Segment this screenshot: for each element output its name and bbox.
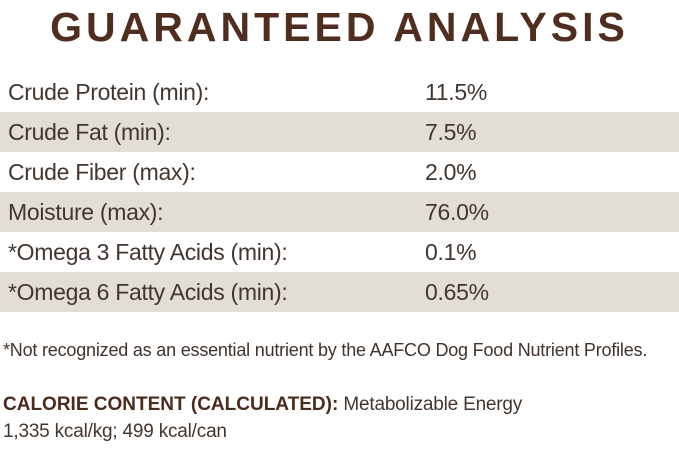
nutrient-value: 0.65% — [425, 278, 489, 305]
analysis-row — [0, 72, 679, 112]
calorie-content-line — [0, 392, 679, 418]
nutrient-value: 7.5% — [425, 118, 477, 145]
nutrient-label: Crude Protein (min): — [8, 78, 210, 105]
nutrient-label: *Omega 6 Fatty Acids (min): — [8, 278, 288, 305]
nutrient-label: Crude Fiber (max): — [8, 158, 196, 185]
nutrient-value: 0.1% — [425, 238, 477, 265]
calorie-content-description: Metabolizable Energy — [343, 394, 523, 415]
calorie-content-heading: CALORIE CONTENT (CALCULATED): — [3, 394, 339, 415]
analysis-table — [0, 72, 679, 312]
calorie-content-values: 1,335 kcal/kg; 499 kcal/can — [3, 421, 227, 442]
nutrient-label: Crude Fat (min): — [8, 118, 171, 145]
nutrient-value: 76.0% — [425, 198, 489, 225]
nutrient-label: Moisture (max): — [8, 198, 164, 225]
analysis-row — [0, 272, 679, 312]
nutrient-value: 2.0% — [425, 158, 477, 185]
analysis-row — [0, 152, 679, 192]
page-title: GUARANTEED ANALYSIS — [50, 4, 629, 50]
footnote: *Not recognized as an essential nutrient by the AAFCO Dog Food Nutrient Profiles. — [3, 340, 648, 360]
analysis-row — [0, 112, 679, 152]
nutrient-value: 11.5% — [425, 78, 488, 105]
analysis-row — [0, 192, 679, 232]
analysis-row — [0, 232, 679, 272]
nutrient-label: *Omega 3 Fatty Acids (min): — [8, 238, 288, 265]
